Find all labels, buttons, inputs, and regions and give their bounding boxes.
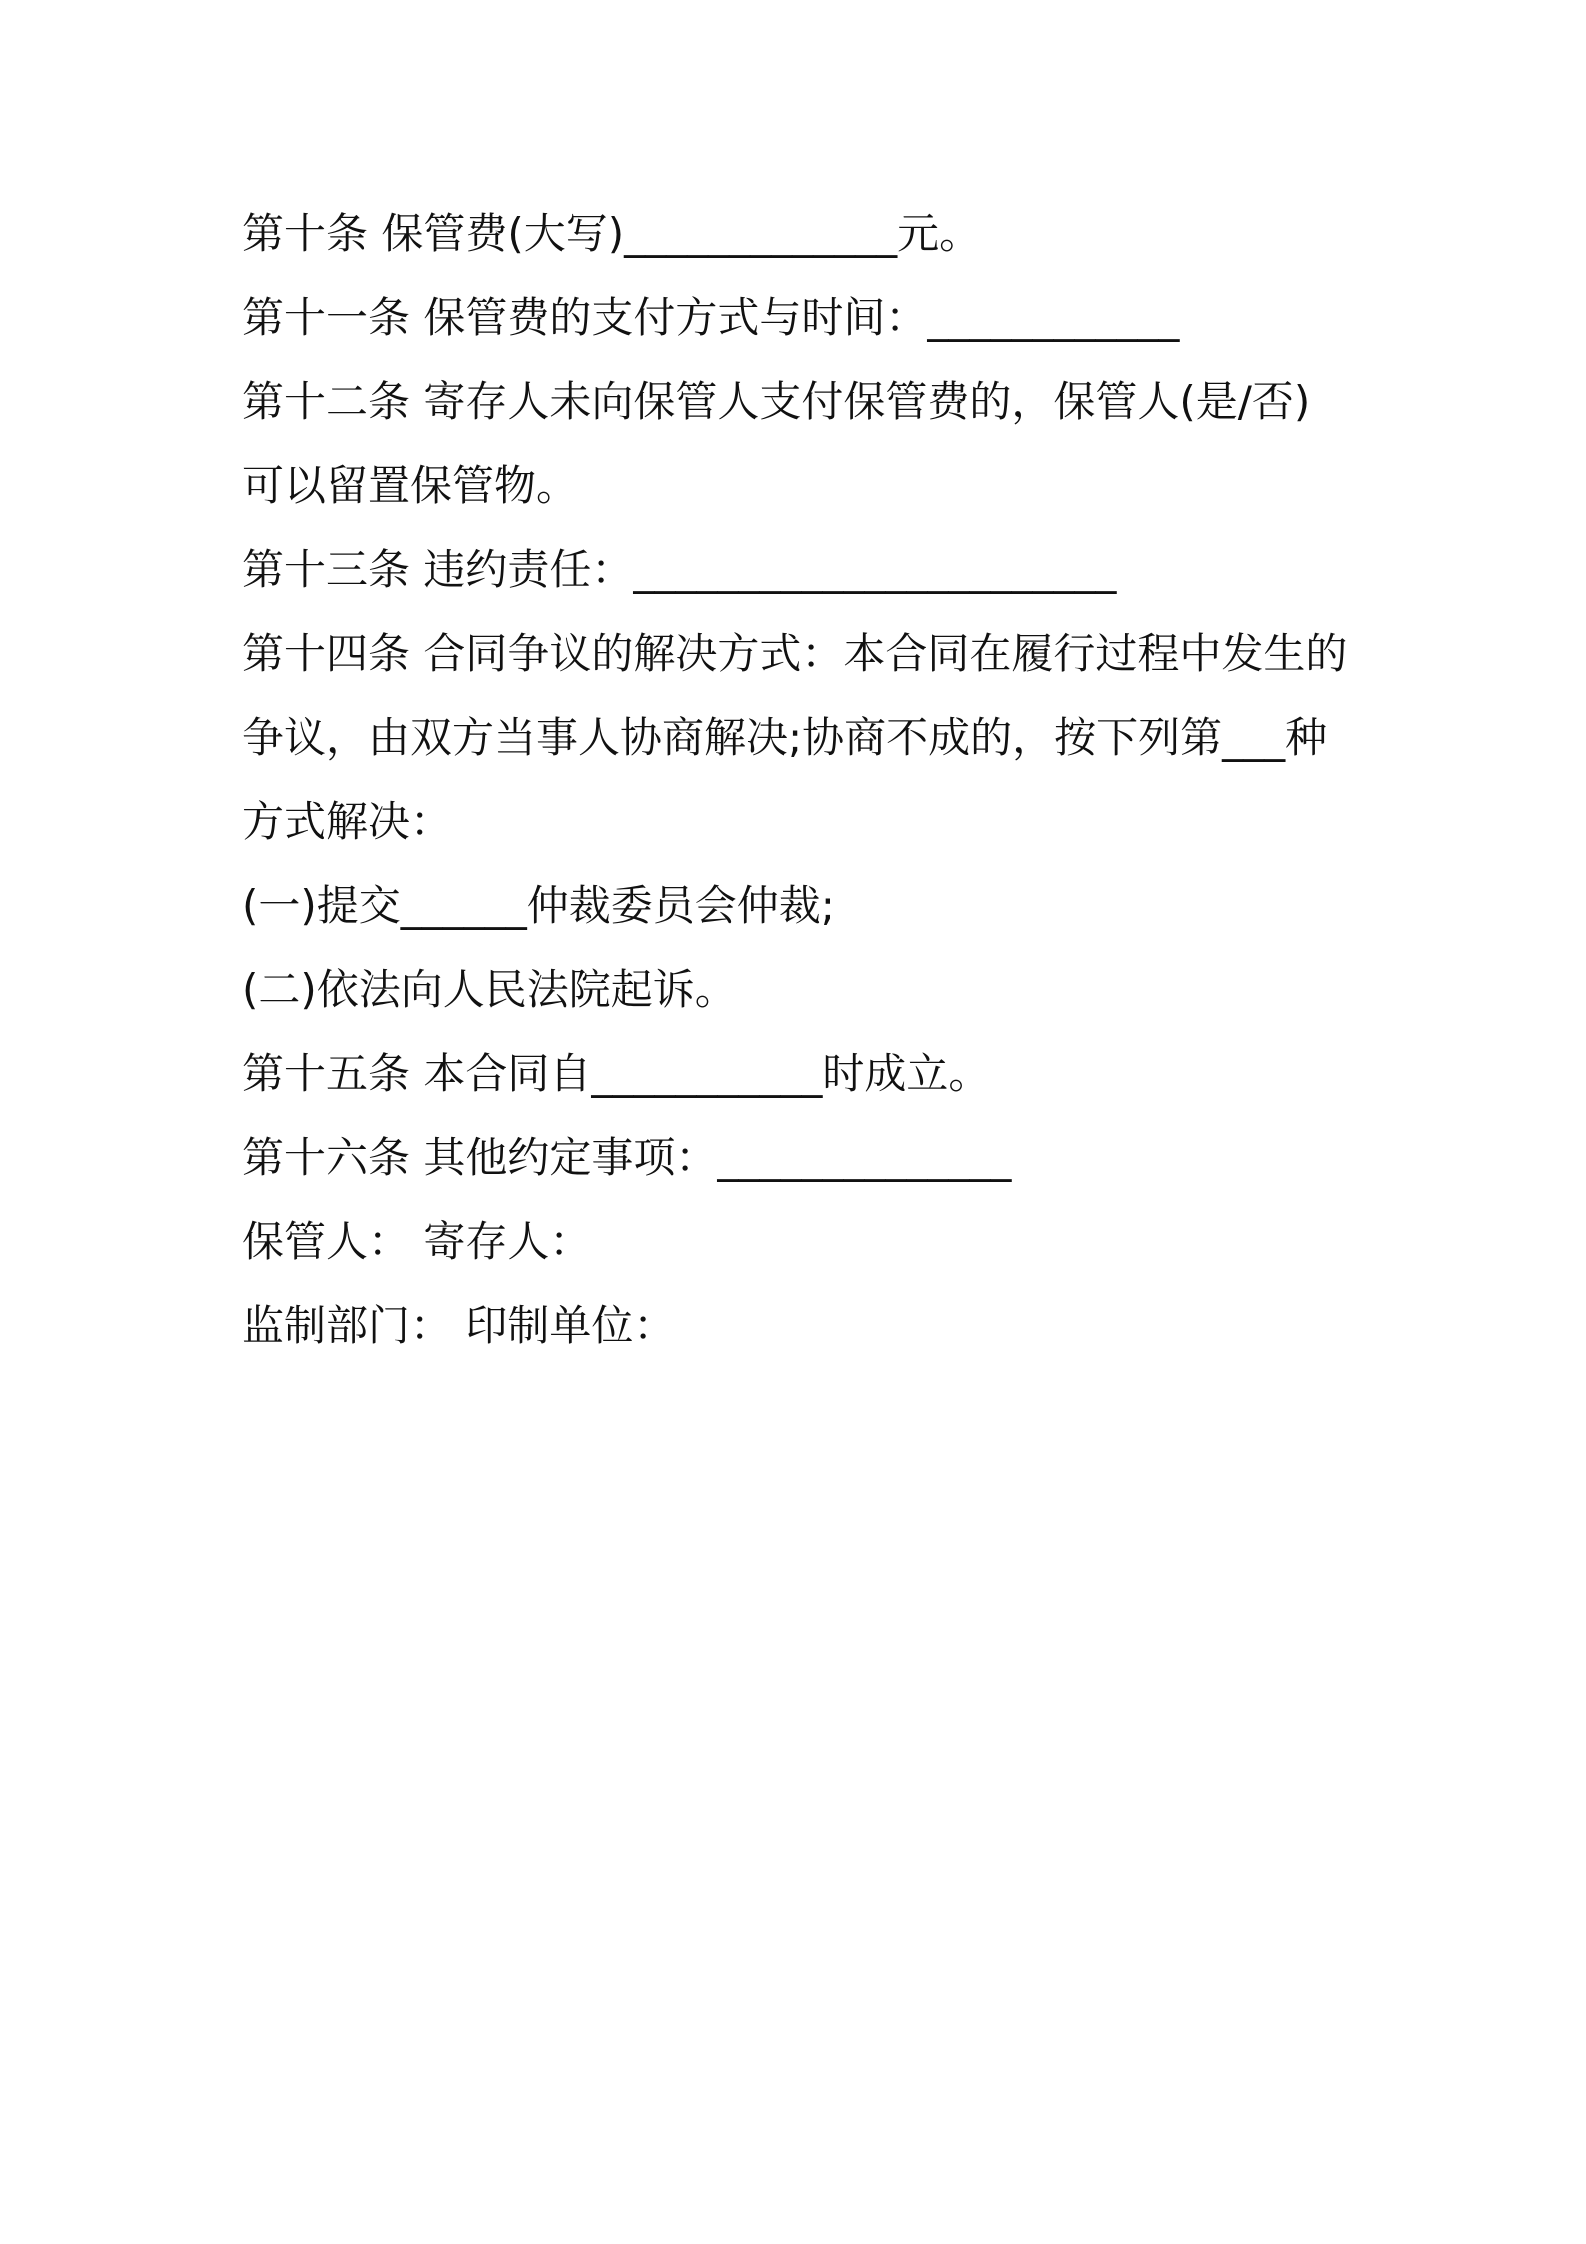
article-10-storage-fee: 第十条 保管费(大写)_____________元。 xyxy=(242,209,982,258)
article-11-payment-method: 第十一条 保管费的支付方式与时间：____________ xyxy=(242,293,1180,342)
article-12-lien-line-2: 可以留置保管物。 xyxy=(242,461,579,510)
article-14-dispute-line-1: 第十四条 合同争议的解决方式：本合同在履行过程中发生的 xyxy=(242,629,1348,678)
option-arbitration: (一)提交______仲裁委员会仲裁; xyxy=(242,881,835,930)
option-litigation: (二)依法向人民法院起诉。 xyxy=(242,965,737,1014)
contract-text xyxy=(242,192,1362,1368)
article-15-effective: 第十五条 本合同自___________时成立。 xyxy=(242,1049,991,1098)
signatories-parties: 保管人： 寄存人： xyxy=(242,1217,592,1266)
article-12-lien-line-1: 第十二条 寄存人未向保管人支付保管费的，保管人(是/否) xyxy=(242,377,1311,426)
article-14-dispute-line-3: 方式解决： xyxy=(242,797,453,846)
article-14-dispute-line-2: 争议，由双方当事人协商解决;协商不成的，按下列第___种 xyxy=(242,713,1328,762)
article-13-liability: 第十三条 违约责任：_______________________ xyxy=(242,545,1117,594)
article-16-other-terms: 第十六条 其他约定事项：______________ xyxy=(242,1133,1012,1182)
signatories-supervision: 监制部门： 印制单位： xyxy=(242,1301,676,1350)
